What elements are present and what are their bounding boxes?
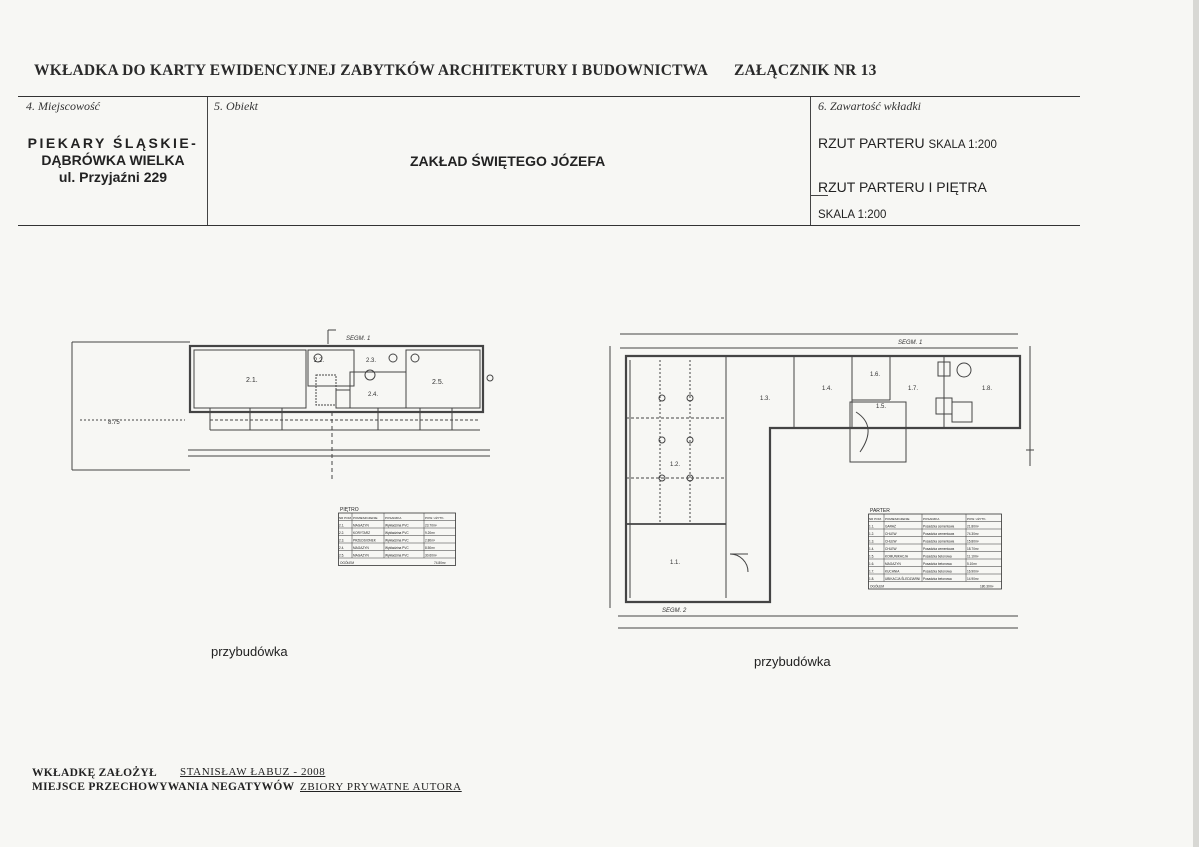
table-cell: 23.70m²	[425, 523, 437, 528]
section-label: SEGM. 1	[898, 340, 923, 346]
fixture	[957, 363, 971, 377]
table-cell: MAGAZYN	[353, 553, 369, 558]
room-label: 2.2.	[314, 358, 325, 364]
table-cell: 1.8.	[869, 577, 875, 581]
section-label: SEGM. 2	[662, 608, 687, 614]
floor-plan-left	[60, 320, 510, 480]
floor-plan-right	[598, 326, 1038, 646]
table-cell: 1.1.	[869, 524, 875, 529]
attachment-number: ZAŁĄCZNIK NR 13	[734, 62, 877, 79]
door-symbol	[730, 554, 748, 572]
table-cell: 2.4.	[339, 546, 345, 550]
table-header: POW. UŻYTK.	[967, 517, 987, 521]
table-total-value: 180.30m²	[980, 584, 994, 589]
left-plan-caption: przybudówka	[211, 644, 288, 659]
room-label: 1.8.	[982, 386, 993, 392]
locality-line3: ul. Przyjaźni 229	[58, 169, 168, 185]
room-outline	[350, 372, 406, 408]
header-table	[18, 96, 1080, 226]
table-parter	[868, 506, 1004, 592]
table-cell: 2.3.	[339, 538, 345, 543]
table-cell: 2.80m²	[425, 538, 435, 543]
column-divider	[810, 97, 811, 225]
table-pietro	[338, 505, 458, 567]
document-title	[34, 62, 894, 84]
table-cell: Posadzka cementowa	[923, 539, 955, 544]
room-label: 1.5.	[876, 404, 887, 410]
table-cell: 1.7.	[869, 569, 875, 574]
table-cell: 1.4.	[869, 547, 875, 551]
table-header: NR POM.	[339, 516, 352, 520]
table-header: POMIESZCZENIE	[885, 517, 910, 521]
table-cell: Wykładzina PVC	[385, 538, 409, 543]
contents-line1-text: RZUT PARTERU	[818, 135, 925, 151]
room-label: 2.1.	[246, 377, 258, 384]
table-cell: PRZEDSIONEK	[353, 538, 376, 543]
table-cell: Posadzka betonowa	[923, 554, 952, 559]
table-cell: 11.10m²	[967, 554, 979, 559]
room-label: 1.6.	[870, 372, 881, 378]
storage-value: ZBIORY PRYWATNE AUTORA	[300, 781, 462, 793]
table-cell: UBIKACJA ŚLEDZIARNI	[885, 577, 921, 581]
table-cell: Wykładzina PVC	[385, 523, 409, 528]
room-label: 2.4.	[368, 392, 379, 398]
door-symbol	[411, 354, 419, 362]
table-cell: 1.3.	[869, 539, 875, 544]
table-header: POW. UŻYTK.	[425, 516, 445, 520]
founded-value: STANISŁAW ŁABUZ - 2008	[180, 766, 326, 778]
locality-value	[18, 135, 208, 186]
table-cell: Wykładzina PVC	[385, 546, 409, 550]
table-cell: KORYTARZ	[353, 531, 371, 535]
title-text: WKŁADKA DO KARTY EWIDENCYJNEJ ZABYTKÓW ARCHITEKTURY I BUDOWNICTWA	[34, 62, 709, 79]
stair-outline	[316, 375, 336, 405]
table-cell: CHLEW	[885, 539, 897, 544]
table-cell: MAGAZYN	[353, 546, 369, 550]
table-title: PIĘTRO	[340, 507, 359, 513]
contents-line1-scale: SKALA 1:200	[928, 139, 997, 151]
room-label: 2.3.	[366, 358, 377, 364]
table-cell: 18.70m²	[967, 547, 979, 551]
door-symbol	[389, 354, 397, 362]
section-label: SEGM. 1	[346, 336, 371, 342]
table-cell: 2.5.	[339, 553, 345, 558]
table-header: POSADZKA	[923, 517, 940, 521]
table-cell: Posadzka cementowa	[923, 524, 955, 529]
divider-stub	[811, 195, 828, 196]
room-outline	[336, 390, 350, 408]
table-cell: Wykładzina PVC	[385, 553, 409, 558]
sheet-edge-shadow	[1193, 0, 1199, 847]
stair-curve	[856, 412, 868, 452]
table-cell: GARAŻ	[885, 524, 896, 529]
table-cell: Posadzka betonowa	[923, 569, 952, 574]
locality-line2: DĄBRÓWKA WIELKA	[41, 152, 185, 168]
table-cell: Posadzka betonowa	[923, 562, 952, 566]
contents-label: 6. Zawartość wkładki	[818, 99, 922, 113]
table-title: PARTER	[870, 508, 890, 514]
table-header: NR POM.	[869, 517, 882, 521]
locality-label: 4. Miejscowość	[26, 99, 100, 113]
founded-label: WKŁADKĘ ZAŁOŻYŁ	[32, 767, 157, 779]
table-cell: 2.2.	[339, 531, 345, 535]
object-value: ZAKŁAD ŚWIĘTEGO JÓZEFA	[410, 153, 606, 169]
table-cell: 15.80m²	[967, 539, 979, 544]
table-cell: 21.80m²	[967, 524, 979, 529]
table-cell: 1.6.	[869, 562, 875, 566]
table-cell: KOMUNIKACJA	[885, 554, 909, 559]
room-label: 1.7.	[908, 386, 919, 392]
object-label: 5. Obiekt	[214, 99, 258, 113]
table-total-value: 74.80m²	[434, 561, 446, 565]
table-cell: 16.90m²	[967, 569, 979, 574]
table-cell: 1.5.	[869, 554, 875, 559]
fixture	[952, 402, 972, 422]
room-label: 1.4.	[822, 386, 833, 392]
table-cell: 8.50m²	[425, 546, 435, 550]
stair-outline	[850, 402, 906, 462]
contents-line2-scale-text: SKALA 1:200	[818, 209, 887, 221]
contents-line1	[818, 135, 997, 151]
table-cell: 5.10m²	[967, 562, 977, 566]
table-cell: Posadzka cementowa	[923, 547, 955, 551]
table-cell: MAGAZYN	[885, 562, 901, 566]
table-cell: 1.2.	[869, 532, 875, 536]
table-cell: KUCHNIA	[885, 569, 900, 574]
table-cell: CHLEW	[885, 547, 897, 551]
table-cell: Posadzka cementowa	[923, 532, 955, 536]
room-label: 1.1.	[670, 560, 681, 566]
door-symbol	[487, 375, 493, 381]
room-label: 1.2.	[670, 462, 681, 468]
locality-line1: PIEKARY ŚLĄSKIE-	[27, 135, 199, 151]
table-cell: Wykładzina PVC	[385, 531, 409, 535]
room-label: 2.5.	[432, 379, 444, 386]
contents-line2: RZUT PARTERU I PIĘTRA	[818, 179, 987, 195]
room-label: 1.3.	[760, 396, 771, 402]
storage-label: MIEJSCE PRZECHOWYWANIA NEGATYWÓW	[32, 781, 295, 793]
table-cell: 30.60m²	[425, 553, 437, 558]
right-plan-caption: przybudówka	[754, 654, 831, 669]
table-total-label: OGÓŁEM	[340, 561, 354, 565]
table-cell: MAGAZYN	[353, 523, 369, 528]
dimension-text: 8.75	[108, 420, 120, 426]
table-header: POMIESZCZENIE	[353, 516, 378, 520]
table-cell: 74.30m²	[967, 532, 979, 536]
table-cell: 2.1.	[339, 523, 345, 528]
table-header: POSADZKA	[385, 516, 402, 520]
table-total-label: OGÓŁEM	[870, 584, 884, 589]
contents-line2-scale	[818, 205, 886, 221]
table-cell: 14.90m²	[967, 577, 979, 581]
table-cell: CHLEW	[885, 532, 897, 536]
table-cell: Posadzka betonowa	[923, 577, 952, 581]
table-cell: 9.20m²	[425, 531, 435, 535]
